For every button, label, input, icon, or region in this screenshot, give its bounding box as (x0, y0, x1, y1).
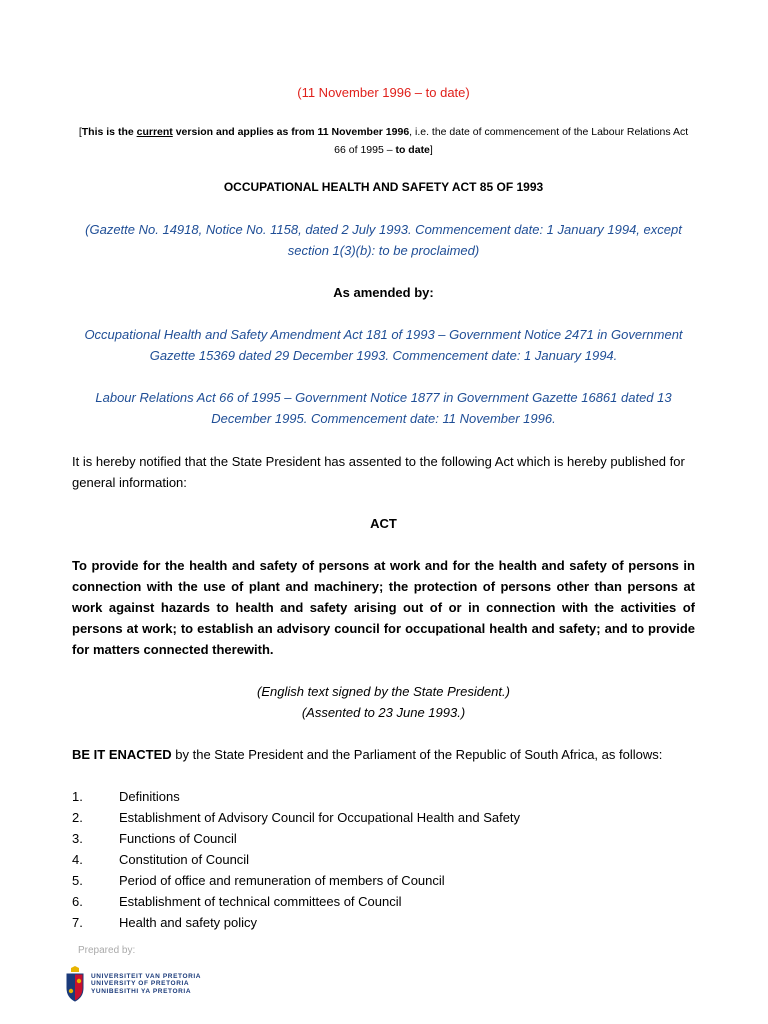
list-item-label: Constitution of Council (119, 852, 250, 867)
university-name (91, 973, 201, 996)
list-item-number: 1. (72, 789, 83, 804)
list-item-label: Definitions (119, 789, 180, 804)
version-bracket-close: ] (429, 144, 433, 156)
assented-note: (Assented to 23 June 1993.) (301, 705, 466, 720)
version-note (72, 123, 695, 159)
list-item (72, 828, 695, 849)
list-item-number: 4. (72, 852, 83, 867)
university-logo (64, 966, 201, 1002)
list-item (72, 786, 695, 807)
list-item-number: 2. (72, 810, 83, 825)
contents-list (72, 786, 695, 933)
version-to-date: to date (395, 144, 430, 156)
list-item (72, 912, 695, 933)
version-bold-end: version and applies as from 11 November 1996 (172, 126, 410, 138)
amendment-2: Labour Relations Act 66 of 1995 – Government Notice 1877 in Government Gazette 16861 dated 13 December 1995. Commencement date: 11 November 1996. (95, 390, 672, 426)
list-item (72, 807, 695, 828)
list-item-label: Period of office and remuneration of members of Council (119, 873, 445, 888)
university-name-afrikaans: UNIVERSITEIT VAN PRETORIA (91, 972, 202, 980)
enacted-rest: by the State President and the Parliament of the Republic of South Africa, as follows: (171, 747, 663, 762)
enacted-bold: BE IT ENACTED (72, 747, 172, 762)
notice-paragraph: It is hereby notified that the State President has assented to the following Act which is hereby published for general information: (72, 454, 685, 490)
list-item-label: Establishment of Advisory Council for Occupational Health and Safety (119, 810, 521, 825)
gazette-info: (Gazette No. 14918, Notice No. 1158, dated 2 July 1993. Commencement date: 1 January 1994, except section 1(3)(b): to be proclaimed) (85, 222, 682, 258)
date-range: (11 November 1996 – to date) (297, 85, 470, 100)
university-crest-icon (64, 966, 86, 1002)
list-item-label: Establishment of technical committees of Council (119, 894, 402, 909)
act-title: OCCUPATIONAL HEALTH AND SAFETY ACT 85 OF 1993 (223, 180, 544, 194)
english-text-note: (English text signed by the State President.) (257, 684, 510, 699)
purpose-paragraph: To provide for the health and safety of persons at work and for the health and safety of persons in connection with the use of plant and machinery; the protection of persons other than persons at work against hazards to health and safety arising out of or in connection with the activities of persons at work; to establish an advisory council for occupational health and safety; and to provide for matters connected therewith. (72, 558, 695, 657)
list-item-number: 5. (72, 873, 83, 888)
list-item-number: 6. (72, 894, 83, 909)
university-name-english: UNIVERSITY OF PRETORIA (91, 980, 190, 988)
list-item-label: Health and safety policy (119, 915, 258, 930)
version-bold-start: This is the (81, 126, 137, 138)
list-item (72, 870, 695, 891)
university-name-sepedi: YUNIBESITHI YA PRETORIA (91, 987, 192, 995)
version-rest: , i.e. the date of commencement of the Labour Relations Act 66 of 1995 – (334, 126, 689, 156)
version-current: current (136, 126, 173, 138)
list-item (72, 849, 695, 870)
amendment-1: Occupational Health and Safety Amendment Act 181 of 1993 – Government Notice 2471 in Government Gazette 15369 dated 29 December 1993. Commencement date: 1 January 1994. (84, 327, 683, 363)
list-item-number: 7. (72, 915, 83, 930)
list-item (72, 891, 695, 912)
list-item-label: Functions of Council (119, 831, 237, 846)
amended-heading: As amended by: (333, 285, 434, 300)
list-item-number: 3. (72, 831, 83, 846)
version-bracket-open: [ (78, 126, 82, 138)
act-heading: ACT (370, 516, 397, 531)
prepared-by-label: Prepared by: (78, 945, 136, 956)
enactment-clause (72, 744, 695, 765)
